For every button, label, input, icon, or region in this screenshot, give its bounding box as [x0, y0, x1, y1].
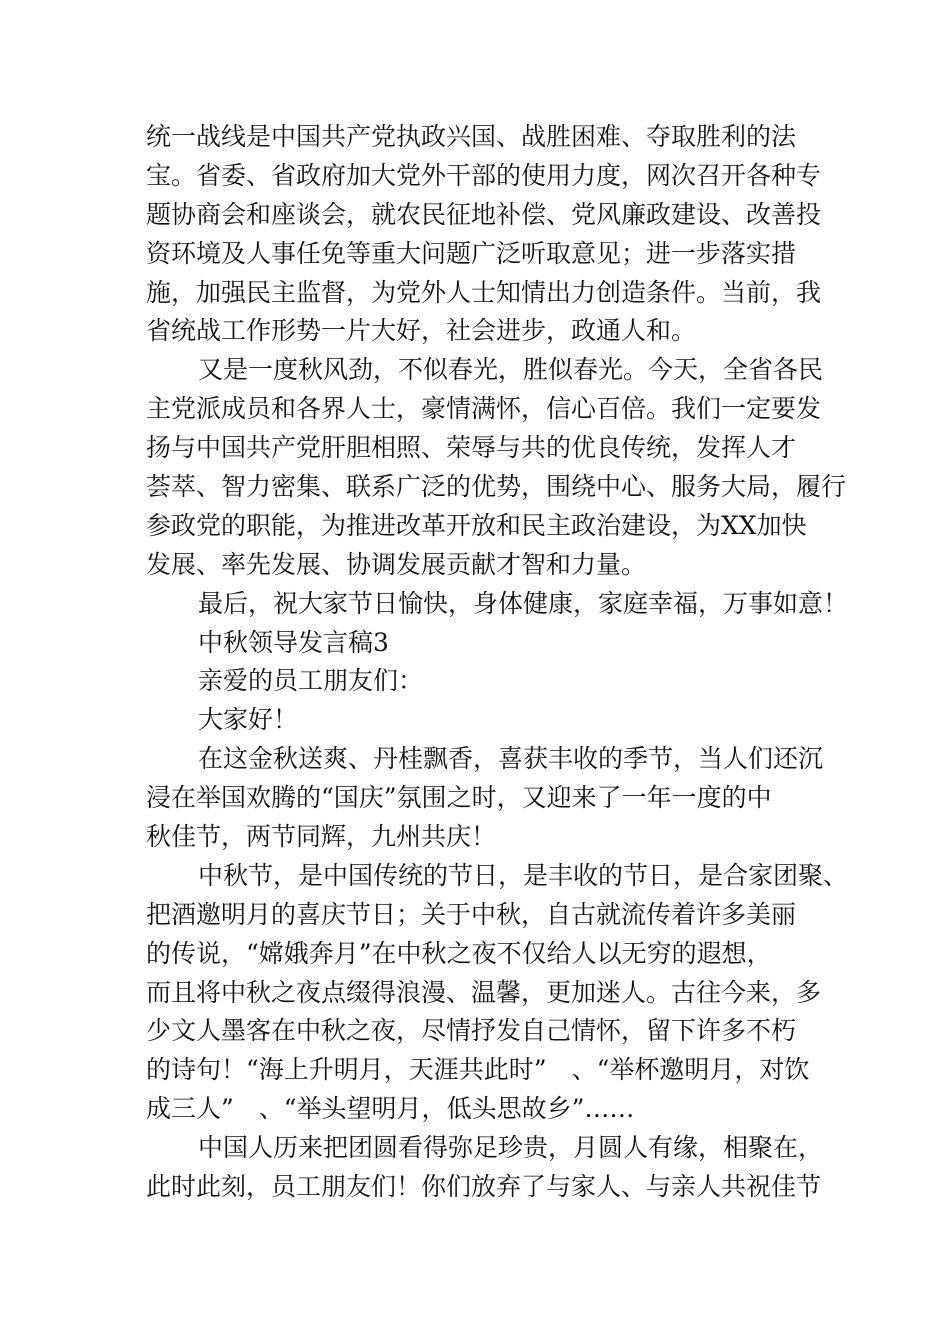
salutation: 亲爱的员工朋友们： — [198, 666, 424, 696]
text-line-28: 此时此刻，员工朋友们！你们放弃了与家人、与亲人共祝佳节 — [146, 1172, 822, 1202]
document-body — [146, 118, 849, 1207]
text-line-5: 施，加强民主监督，为党外人士知情出力创造条件。当前，我 — [146, 277, 822, 307]
text-line-25: 的诗句！“海上升明月，天涯共此时” 、“举杯邀明月，对饮 — [146, 1055, 810, 1085]
text-line-2: 宝。省委、省政府加大党外干部的使用力度，网次召开各种专 — [146, 160, 822, 190]
text-line-23: 而且将中秋之夜点缀得浪漫、温馨，更加迷人。古往今来，多 — [146, 977, 822, 1007]
text-line-26: 成三人” 、“举头望明月，低头思故乡”…… — [146, 1094, 635, 1124]
text-line-22: 的传说，“嫦娥奔月”在中秋之夜不仅给人以无穷的遐想， — [146, 938, 772, 968]
text-line-18: 浸在举国欢腾的“国庆”氛围之时，又迎来了一年一度的中 — [146, 783, 772, 813]
text-line-20: 中秋节，是中国传统的节日，是丰收的节日，是合家团聚、 — [198, 860, 849, 890]
section-heading: 中秋领导发言稿3 — [198, 627, 389, 657]
text-line-6: 省统战工作形势一片大好，社会进步，政通人和。 — [146, 316, 697, 346]
text-line-11: 参政党的职能，为推进改革开放和民主政治建设，为XX加快 — [146, 510, 807, 540]
text-line-9: 扬与中国共产党肝胆相照、荣辱与共的优良传统，发挥人才 — [146, 433, 797, 463]
text-line-24: 少文人墨客在中秋之夜，尽情抒发自己情怀，留下许多不朽 — [146, 1016, 797, 1046]
text-line-10: 荟萃、智力密集、联系广泛的优势，围绕中心、服务大局，履行 — [146, 472, 847, 502]
greeting: 大家好！ — [198, 705, 299, 735]
closing-wish-line: 最后，祝大家节日愉快，身体健康，家庭幸福，万事如意！ — [198, 588, 849, 618]
text-line-17: 在这金秋送爽、丹桂飘香，喜获丰收的季节，当人们还沉 — [198, 744, 824, 774]
text-line-8: 主党派成员和各界人士，豪情满怀，信心百倍。我们一定要发 — [146, 394, 822, 424]
text-line-27: 中国人历来把团圆看得弥足珍贵，月圆人有缘，相聚在， — [198, 1133, 824, 1163]
text-line-4: 资环境及人事任免等重大问题广泛听取意见；进一步落实措 — [146, 238, 797, 268]
text-line-3: 题协商会和座谈会，就农民征地补偿、党风廉政建设、改善投 — [146, 199, 822, 229]
text-line-19: 秋佳节，两节同辉，九州共庆！ — [146, 822, 497, 852]
text-line-12: 发展、率先发展、协调发展贡献才智和力量。 — [146, 549, 647, 579]
text-line-21: 把酒邀明月的喜庆节日；关于中秋，自古就流传着许多美丽 — [146, 899, 797, 929]
text-line-1: 统一战线是中国共产党执政兴国、战胜困难、夺取胜利的法 — [146, 122, 797, 151]
text-line-7: 又是一度秋风劲，不似春光，胜似春光。今天，全省各民 — [198, 355, 824, 385]
